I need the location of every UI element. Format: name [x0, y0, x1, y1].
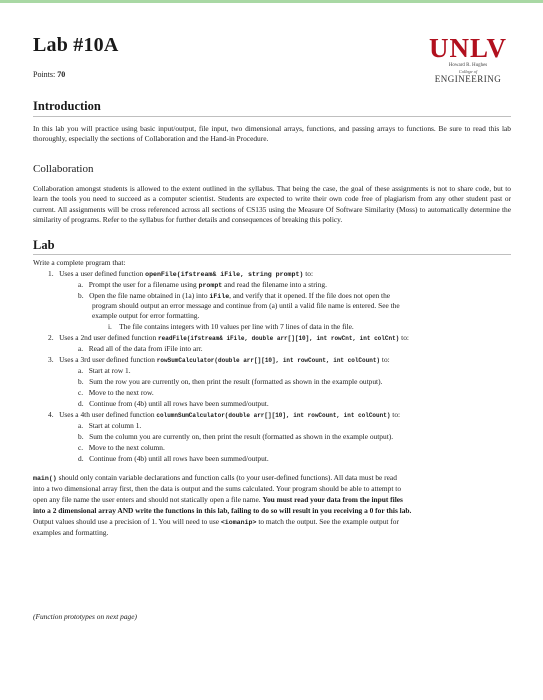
paragraph-text: Output values should use a precision of 1. You will need to use [33, 517, 219, 526]
list-item-1a [78, 280, 327, 291]
list-item-1 [48, 269, 313, 280]
paragraph-text: should only contain variable declarations and function calls (to your user-defined functions). All data must be read [58, 473, 397, 482]
unlv-engineering-logo [424, 35, 512, 84]
code-snippet: prompt [198, 282, 223, 289]
main-paragraph-line-4 [33, 506, 411, 516]
list-letter: a. [78, 366, 84, 375]
list-letter: b. [78, 432, 84, 441]
item-text: Uses a 4th user defined function [59, 410, 155, 419]
points-value: 70 [57, 70, 66, 79]
section-divider [33, 254, 511, 255]
footer-note: (Function prototypes on next page) [33, 612, 137, 621]
list-number: 2. [48, 333, 54, 342]
list-item-3b [78, 377, 382, 387]
main-paragraph-line-2: into a two dimensional array first, then the data is output and the sums calculated. Your program should be able to attempt to [33, 484, 402, 493]
list-item-1b-cont: program should output an error message and continue from (a) until a valid file name is entered. See the [92, 301, 400, 310]
item-text: Uses a 3rd user defined function [59, 355, 155, 364]
paragraph-text: to match the output. See the example output for [258, 517, 399, 526]
paragraph-bold-text: into a 2 dimensional array AND write the functions in this lab, failing to do so will result in you receiving a 0 for this lab. [33, 506, 412, 515]
item-text: Prompt the user for a filename using [88, 280, 197, 289]
list-letter: d. [78, 454, 84, 463]
list-letter: a. [78, 421, 84, 430]
item-text: Move to the next row. [88, 388, 154, 397]
page-title: Lab #10A [33, 34, 119, 56]
code-snippet: rowSumCalculator(double arr[][10], int rowCount, int colCount) [156, 357, 381, 364]
item-text: , and verify that it opened. If the file does not open the [229, 291, 391, 300]
list-item-3 [48, 355, 390, 366]
list-number: 1. [48, 269, 54, 278]
item-text: Open the file name obtained in (1a) into [89, 291, 208, 300]
list-letter: b. [78, 291, 84, 300]
item-text: Uses a user defined function [59, 269, 144, 278]
list-letter: a. [78, 280, 84, 289]
item-text: Sum the row you are currently on, then print the result (formatted as shown in the example output). [89, 377, 383, 386]
list-item-4a [78, 421, 141, 431]
section-heading-collaboration: Collaboration [33, 163, 94, 175]
item-text: Read all of the data from iFile into arr. [88, 344, 203, 353]
code-snippet: iFile [209, 293, 230, 300]
item-text: to: [381, 355, 390, 364]
list-letter: c. [78, 388, 84, 397]
list-roman: i. [108, 322, 112, 331]
paragraph-text: open any file name the user enters and should not statically open a file name. [33, 495, 261, 504]
list-letter: c. [78, 443, 84, 452]
list-number: 3. [48, 355, 54, 364]
list-number: 4. [48, 410, 54, 419]
logo-subtitle-3: ENGINEERING [434, 74, 502, 84]
main-paragraph-line-1 [33, 473, 397, 484]
lab-intro: Write a complete program that: [33, 258, 126, 267]
list-item-4 [48, 410, 400, 421]
list-letter: a. [78, 344, 84, 353]
collaboration-paragraph: Collaboration amongst students is allowed to the extent outlined in the syllabus. That being the case, the goal of these assignments is not to share code, but to learn the tools you need to succeed as a computer scientist. Students are expected to write their own code free of plagiarism from any other student past or current. All assignments will be cross referenced across all sections of CS135 using the Measure Of Software Similarity (Moss) to automatically determine the similarity of programs. Refer to the syllabus for further details and consequences of breaking this policy. [33, 184, 511, 225]
section-heading-lab: Lab [33, 238, 55, 252]
list-item-1bi [108, 322, 354, 332]
main-paragraph-line-6: examples and formatting. [33, 528, 109, 537]
logo-subtitle-2: College of [458, 69, 478, 74]
list-item-3a [78, 366, 131, 376]
item-text: Move to the next column. [88, 443, 165, 452]
item-text: Sum the column you are currently on, then print the result (formatted as shown in the example output). [89, 432, 394, 441]
list-item-4b [78, 432, 393, 442]
points-line [33, 70, 65, 79]
item-text: to: [305, 269, 314, 278]
code-snippet: main() [33, 475, 57, 482]
item-text: to: [392, 410, 401, 419]
list-item-1b-cont: example output for error formatting. [92, 311, 200, 320]
code-snippet: <iomanip> [220, 519, 257, 526]
logo-wordmark: UNLV [428, 33, 508, 63]
list-item-4c [78, 443, 165, 453]
item-text: Start at column 1. [88, 421, 142, 430]
section-divider [33, 116, 511, 117]
list-item-4d [78, 454, 269, 464]
code-snippet: openFile(ifstream& iFile, string prompt) [145, 271, 304, 278]
points-label: Points: [33, 70, 56, 79]
list-item-2 [48, 333, 409, 344]
item-text: Continue from (4b) until all rows have been summed/output. [89, 454, 269, 463]
item-text: Uses a 2nd user defined function [59, 333, 157, 342]
item-text: Start at row 1. [88, 366, 131, 375]
list-letter: d. [78, 399, 84, 408]
list-item-3c [78, 388, 154, 398]
item-text: to: [401, 333, 409, 342]
item-text: The file contains integers with 10 values per line with 7 lines of data in the file. [119, 322, 354, 331]
section-heading-introduction: Introduction [33, 99, 101, 113]
code-snippet: readFile(ifstream& iFile, double arr[][10], int rowCnt, int colCnt) [158, 335, 400, 342]
paragraph-bold-text: You must read your data from the input files [262, 495, 403, 504]
top-accent-line [0, 0, 543, 3]
main-paragraph-line-5 [33, 517, 399, 528]
intro-paragraph: In this lab you will practice using basic input/output, file input, two dimensional arrays, functions, and passing arrays to functions. Be sure to read this lab thoroughly, especially the sections of Collaboration and the Hand-in Procedure. [33, 124, 511, 144]
list-item-2a [78, 344, 203, 354]
item-text: Continue from (4b) until all rows have been summed/output. [89, 399, 269, 408]
code-snippet: columnSumCalculator(double arr[][10], int rowCount, int colCount) [156, 412, 391, 419]
list-item-3d [78, 399, 269, 409]
item-text: and read the filename into a string. [224, 280, 327, 289]
list-letter: b. [78, 377, 84, 386]
logo-subtitle-1: Howard R. Hughes [448, 63, 488, 68]
main-paragraph-line-3 [33, 495, 403, 505]
